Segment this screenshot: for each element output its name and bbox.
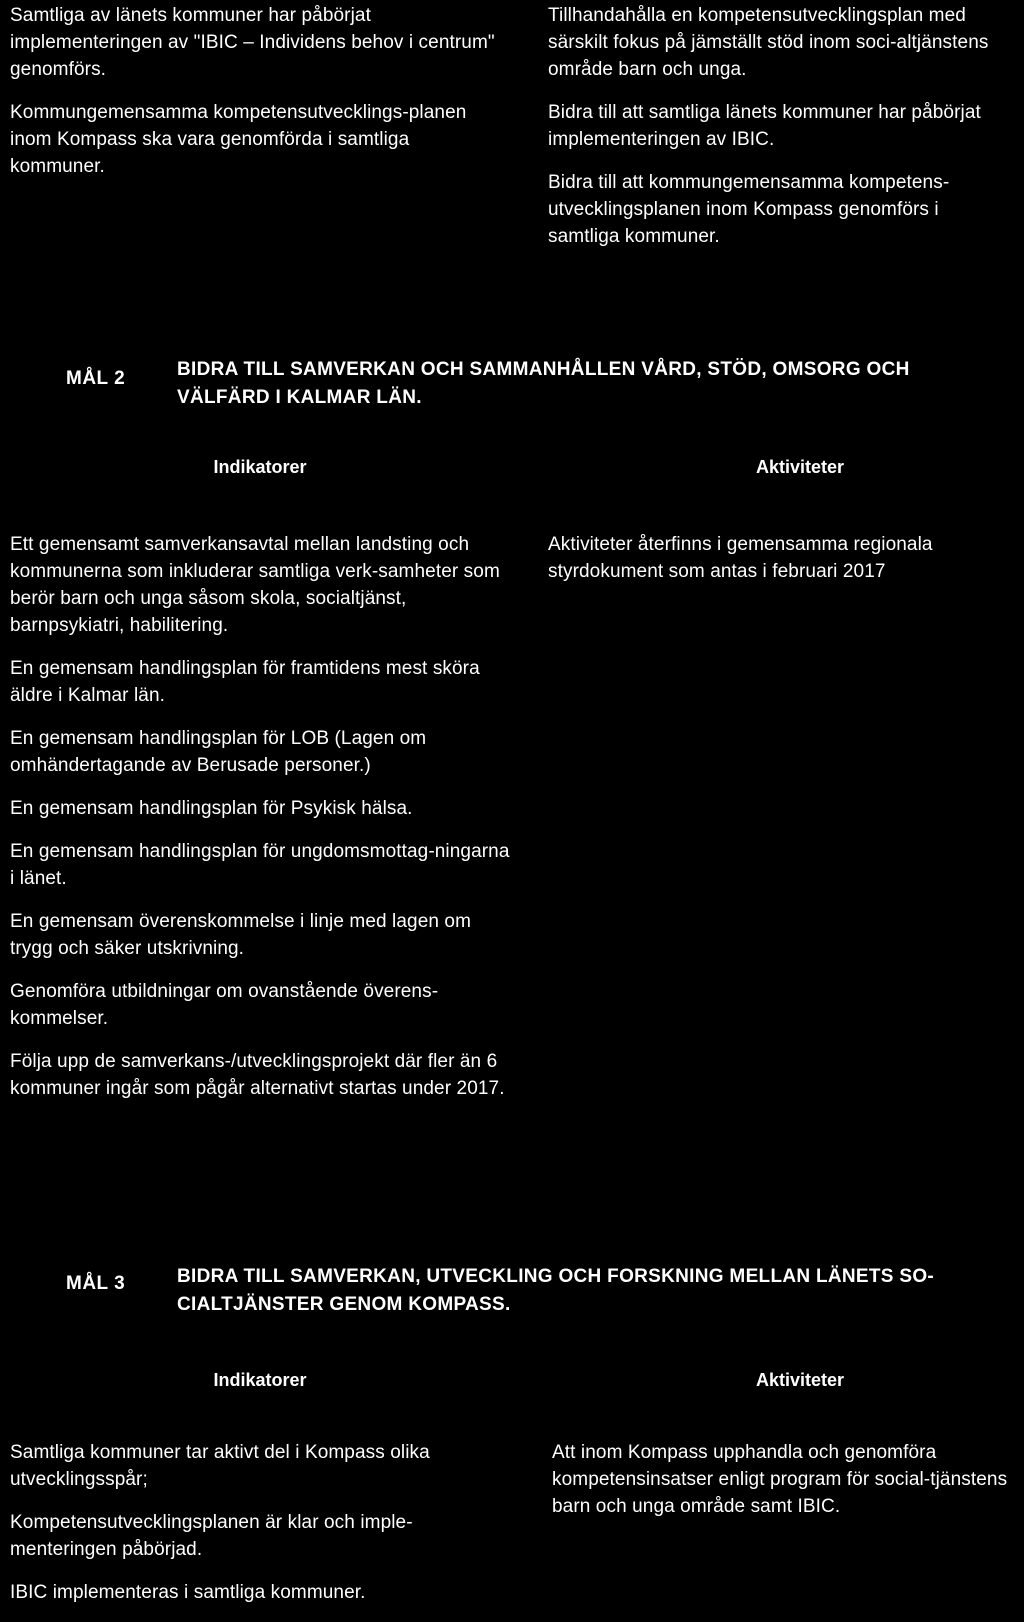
top-left-paragraph: Samtliga av länets kommuner har påbörjat implementeringen av "IBIC – Individens behov i centrum" genomförs. bbox=[10, 5, 495, 80]
indicator-item: En gemensam handlingsplan för ungdomsmottag-ningarna i länet. bbox=[10, 841, 510, 889]
top-right-column bbox=[548, 2, 1014, 266]
goal-2-indicators-list bbox=[10, 531, 515, 1118]
indicator-item: En gemensam överenskommelse i linje med lagen om trygg och säker utskrivning. bbox=[10, 911, 472, 959]
activity-item: Att inom Kompass upphandla och genomföra kompetensinsatser enligt program för social-tjänstens barn och unga område samt IBIC. bbox=[552, 1442, 1008, 1517]
top-left-paragraph: Kommungemensamma kompetensutvecklings-planen inom Kompass ska vara genomförda i samtliga kommuner. bbox=[10, 102, 467, 177]
top-left-column bbox=[10, 2, 495, 196]
top-right-paragraph: Tillhandahålla en kompetensutvecklingsplan med särskilt fokus på jämställt stöd inom soci-altjänstens område barn och unga. bbox=[548, 5, 989, 80]
indicator-item: Genomföra utbildningar om ovanstående överens-kommelser. bbox=[10, 981, 439, 1029]
goal-2-title: BIDRA TILL SAMVERKAN OCH SAMMANHÅLLEN VÅRD, STÖD, OMSORG OCH VÄLFÄRD I KALMAR LÄN. bbox=[177, 359, 910, 408]
indicator-item: En gemensam handlingsplan för LOB (Lagen om omhändertagande av Berusade personer.) bbox=[10, 728, 427, 776]
indicator-item: Kompetensutvecklingsplanen är klar och imple-menteringen påbörjad. bbox=[10, 1512, 413, 1560]
goal-3-indicators-heading: Indikatorer bbox=[213, 1370, 307, 1390]
goal-2-activities-list bbox=[548, 531, 1008, 601]
indicator-item: IBIC implementeras i samtliga kommuner. bbox=[10, 1582, 366, 1603]
goal-3-activities-list bbox=[552, 1439, 1008, 1536]
indicator-item: En gemensam handlingsplan för Psykisk hälsa. bbox=[10, 798, 413, 819]
indicator-item: Följa upp de samverkans-/utvecklingsprojekt där fler än 6 kommuner ingår som pågår alternativt startas under 2017. bbox=[10, 1051, 505, 1099]
indicator-item: En gemensam handlingsplan för framtidens mest sköra äldre i Kalmar län. bbox=[10, 658, 480, 706]
goal-3-title: BIDRA TILL SAMVERKAN, UTVECKLING OCH FORSKNING MELLAN LÄNETS SO-CIALTJÄNSTER GENOM KOMPASS. bbox=[177, 1266, 935, 1315]
indicator-item: Samtliga kommuner tar aktivt del i Kompass olika utvecklingsspår; bbox=[10, 1442, 430, 1490]
goal-2-label: MÅL 2 bbox=[66, 368, 126, 389]
goal-2-indicators-heading: Indikatorer bbox=[213, 457, 307, 477]
activity-item: Aktiviteter återfinns i gemensamma regionala styrdokument som antas i februari 2017 bbox=[548, 534, 933, 582]
indicator-item: Ett gemensamt samverkansavtal mellan landsting och kommunerna som inkluderar samtliga verk-samheter som berör barn och unga såsom skola, socialtjänst, barnpsykiatri, habilitering. bbox=[10, 534, 500, 636]
goal-3-label: MÅL 3 bbox=[66, 1273, 126, 1294]
goal-2-activities-heading: Aktiviteter bbox=[755, 457, 845, 477]
goal-3-indicators-list bbox=[10, 1439, 490, 1622]
top-right-paragraph: Bidra till att samtliga länets kommuner har påbörjat implementeringen av IBIC. bbox=[548, 102, 981, 150]
top-right-paragraph: Bidra till att kommungemensamma kompetens-utvecklingsplanen inom Kompass genomförs i samtliga kommuner. bbox=[548, 172, 950, 247]
goal-3-activities-heading: Aktiviteter bbox=[755, 1370, 845, 1390]
